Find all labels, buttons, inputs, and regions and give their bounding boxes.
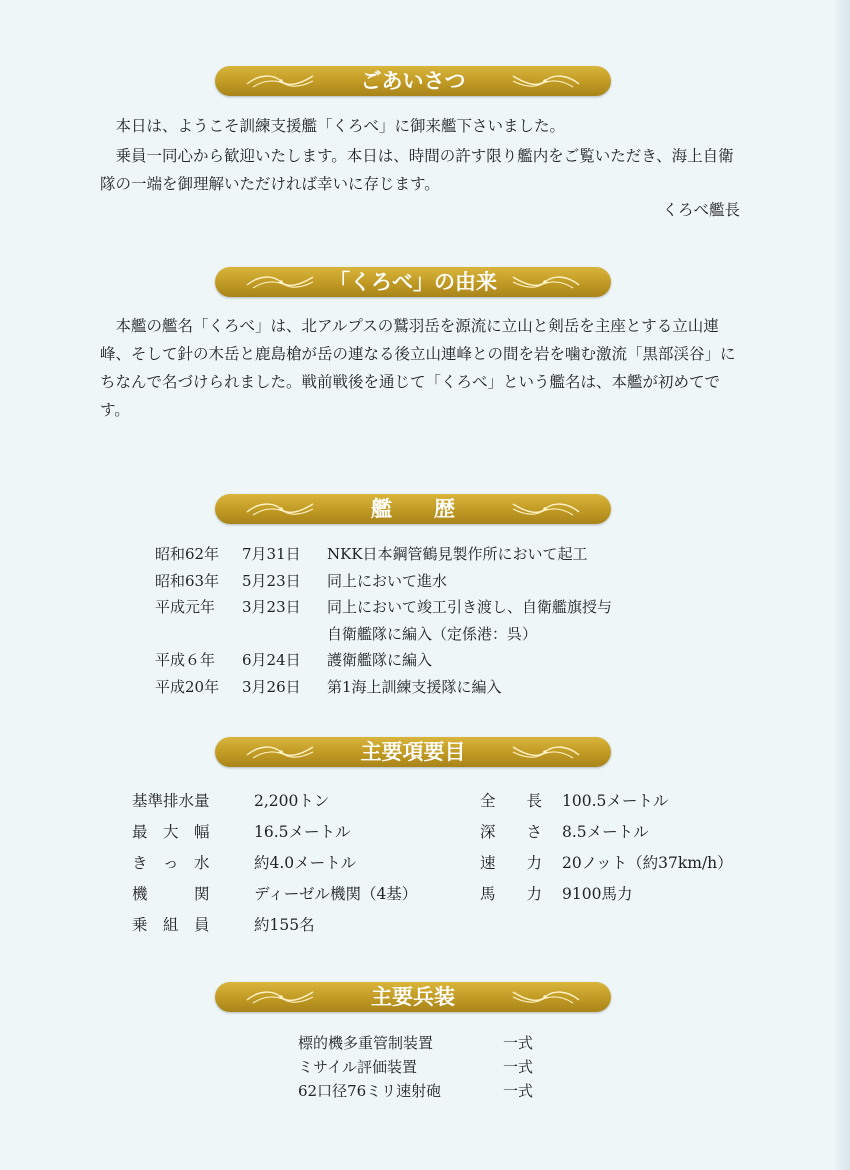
spec-label: 全 長: [480, 792, 543, 810]
history-list: [155, 541, 687, 700]
history-event: 護衛艦隊に編入: [327, 651, 433, 669]
weapon-name: ミサイル評価装置: [298, 1058, 417, 1076]
flourish-right-icon: [511, 72, 581, 90]
captain-signature: くろべ艦長: [662, 201, 740, 219]
weapon-name: 標的機多重管制装置: [298, 1034, 434, 1052]
weapon-row: [298, 1031, 533, 1055]
spec-row: [132, 910, 417, 941]
flourish-right-icon: [511, 273, 581, 291]
history-era: 平成元年: [155, 598, 216, 616]
spec-value: 16.5メートル: [254, 823, 351, 841]
spec-value: 約155名: [254, 916, 315, 934]
spec-value: 2,200トン: [254, 792, 330, 810]
history-era: [155, 621, 242, 648]
spec-value: 約4.0メートル: [254, 854, 357, 872]
history-row: [155, 594, 687, 621]
spec-label: き っ 水: [132, 854, 210, 872]
weapon-row: [298, 1079, 533, 1103]
spec-label: 最 大 幅: [132, 823, 210, 841]
spec-value: 8.5メートル: [562, 823, 649, 841]
history-era: 平成６年: [155, 651, 216, 669]
weapon-row: [298, 1055, 533, 1079]
weapons-list: [298, 1031, 533, 1103]
spec-label: 基準排水量: [132, 792, 210, 810]
weapon-qty: 一式: [503, 1034, 534, 1052]
specs-banner: [215, 737, 611, 767]
spec-value: 100.5メートル: [562, 792, 669, 810]
history-event: 同上において進水: [327, 571, 448, 590]
spec-row: [480, 879, 733, 910]
history-event: 自衛艦隊に編入（定係港：呉）: [327, 624, 538, 643]
weapon-name: 62口径76ミリ速射砲: [298, 1082, 442, 1100]
spec-row: [132, 848, 417, 879]
spec-row: [132, 879, 417, 910]
spec-row: [132, 786, 417, 817]
history-event: NKK日本鋼管鶴見製作所において起工: [327, 545, 588, 563]
origin-paragraph: 本艦の艦名「くろべ」は、北アルプスの鷲羽岳を源流に立山と剣岳を主座とする立山連峰、そして針の木岳と鹿島槍が岳の連なる後立山連峰との間を岩を噛む激流「黒部渓谷」にちなんで名づけられました。戦前戦後を通じて「くろべ」という艦名は、本艦が初めてです。: [100, 317, 736, 419]
history-date: 6月24日: [242, 651, 301, 669]
origin-banner: [215, 267, 611, 297]
history-date: 3月26日: [242, 677, 301, 696]
history-event: 同上において竣工引き渡し、自衛艦旗授与: [327, 598, 613, 616]
spec-value: 9100馬力: [562, 885, 633, 903]
history-row: [155, 674, 687, 701]
flourish-right-icon: [511, 988, 581, 1006]
spec-label: 乗 組 員: [132, 916, 210, 934]
page-edge: [832, 0, 850, 1170]
weapons-title: 主要兵装: [371, 985, 455, 1009]
weapon-qty: 一式: [503, 1058, 534, 1076]
spec-value: 20ノット（約37km/h）: [562, 854, 733, 872]
history-row: [155, 568, 687, 595]
spec-row: [132, 817, 417, 848]
weapons-banner: [215, 982, 611, 1012]
history-date: 5月23日: [242, 571, 301, 590]
history-event: 第1海上訓練支援隊に編入: [327, 677, 502, 696]
specs-title: 主要項要目: [360, 740, 466, 764]
history-date: [242, 621, 327, 648]
history-row: [155, 621, 687, 648]
history-banner: [215, 494, 611, 524]
spec-label: 馬 力: [480, 885, 543, 903]
spec-value: ディーゼル機関（4基）: [254, 885, 418, 903]
greeting-paragraph-1: 本日は、ようこそ訓練支援艦「くろべ」に御来艦下さいました。: [115, 117, 566, 135]
history-row: [155, 647, 687, 674]
spec-row: [480, 817, 733, 848]
spec-row: [480, 786, 733, 817]
flourish-right-icon: [511, 500, 581, 518]
greeting-banner: [215, 66, 611, 96]
spec-label: 速 力: [480, 854, 543, 872]
history-era: 昭和63年: [155, 571, 220, 590]
history-date: 3月23日: [242, 598, 301, 616]
spec-label: 機 関: [132, 885, 210, 903]
greeting-paragraph-2: 乗員一同心から歓迎いたします。本日は、時間の許す限り艦内をご覧いただき、海上自衛隊の一端を御理解いただければ幸いに存じます。: [100, 147, 734, 193]
history-title: 艦 歴: [371, 497, 455, 521]
history-row: [155, 541, 687, 568]
origin-title: 「くろべ」の由来: [329, 270, 497, 294]
history-era: 昭和62年: [155, 545, 220, 563]
history-date: 7月31日: [242, 545, 301, 563]
weapon-qty: 一式: [503, 1082, 534, 1100]
greeting-title: ごあいさつ: [360, 69, 466, 93]
spec-label: 深 さ: [480, 823, 543, 841]
flourish-right-icon: [511, 743, 581, 761]
history-era: 平成20年: [155, 677, 220, 696]
spec-row: [480, 848, 733, 879]
specs-left-column: [132, 786, 417, 941]
specs-right-column: [480, 786, 733, 910]
